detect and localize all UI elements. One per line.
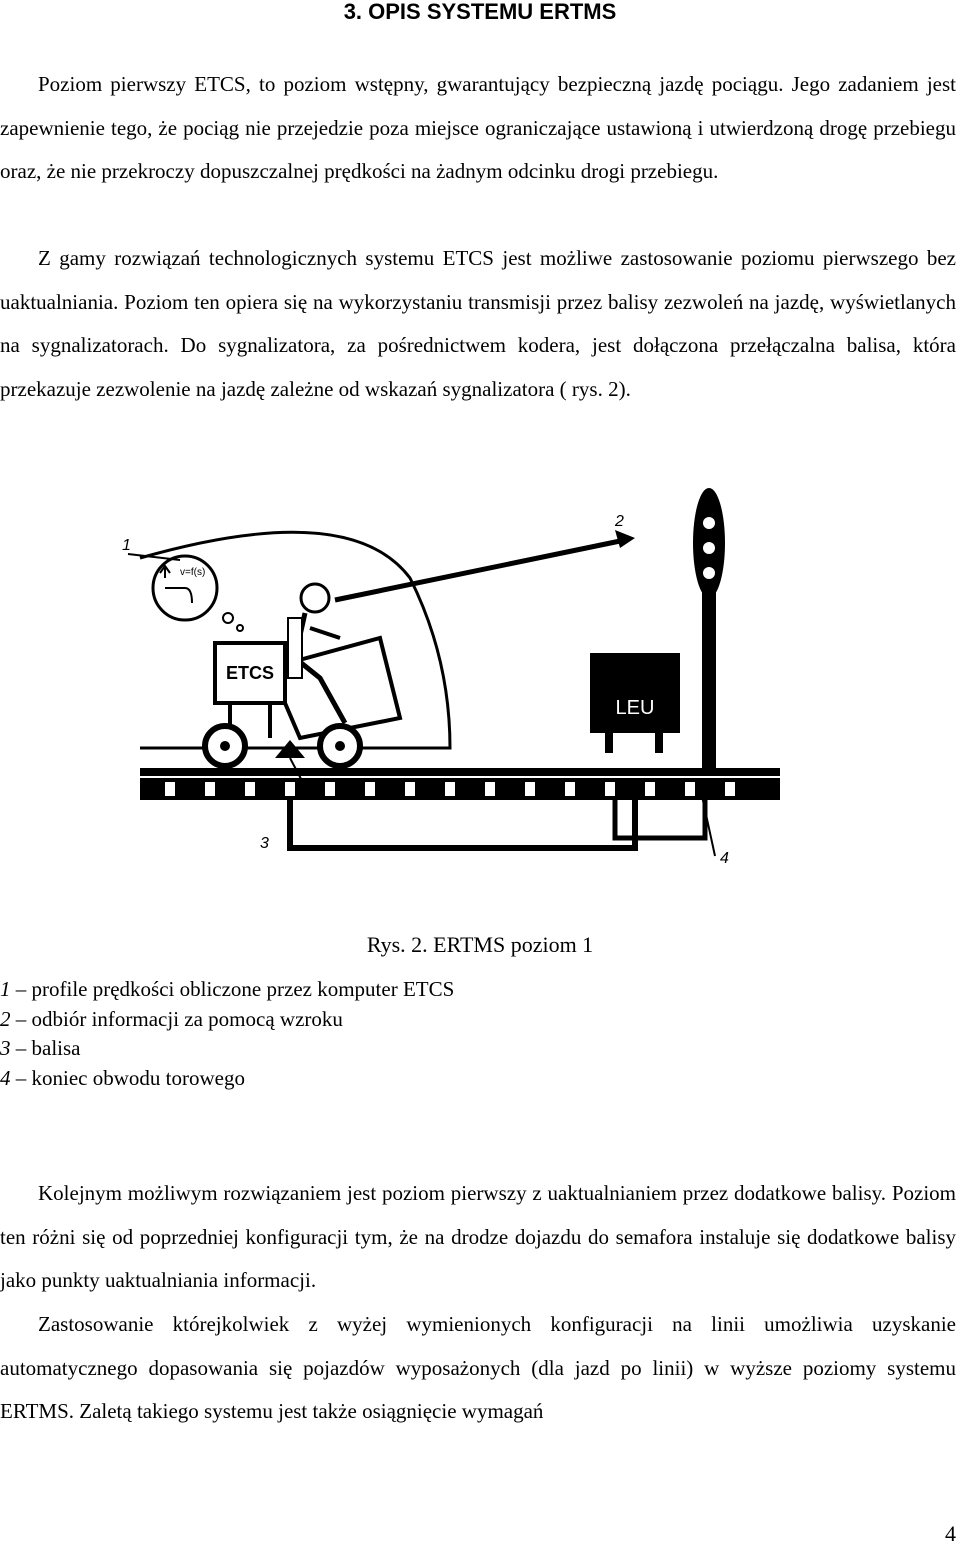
- leu-label: LEU: [615, 697, 655, 719]
- label-3: 3: [260, 835, 269, 852]
- label-2: 2: [615, 513, 624, 530]
- driver-seat: [288, 618, 302, 678]
- legend-num: 4: [0, 1065, 11, 1090]
- etcs-label: ETCS: [225, 663, 275, 683]
- sleepers: [140, 778, 780, 800]
- track-circuit-end: [615, 800, 705, 838]
- legend-text: – profile prędkości obliczone przez komputer ETCS: [10, 977, 455, 1001]
- label-4: 4: [720, 850, 729, 867]
- legend-item: [0, 975, 700, 1005]
- paragraph-1: Poziom pierwszy ETCS, to poziom wstępny, gwarantujący bezpieczną jazdę pociągu. Jego zadaniem jest zapewnienie tego, że pociąg nie przejedzie poza miejsce ograniczające ustawioną i utwierdzoną drogę przebiegu oraz, że nie przekroczy dopuszczalnej prędkości na żadnym odcinku drogi przebiegu.: [0, 72, 956, 184]
- formula-label: v=f(s): [180, 567, 206, 578]
- legend-text: – koniec obwodu torowego: [10, 1065, 245, 1090]
- legend-item: [0, 1034, 700, 1064]
- label-1: 1: [122, 537, 131, 554]
- ertms-level1-figure: [110, 478, 800, 888]
- paragraph-2: Z gamy rozwiązań technologicznych systemu ETCS jest możliwe zastosowanie poziomu pierwszego bez uaktualniania. Poziom ten opiera się na wykorzystaniu transmisji przez balisy zezwoleń na jazdę, wyświetlanych na sygnalizatorach. Do sygnalizatora, za pośrednictwem kodera, jest dołączona przełączalna balisa, która przekazuje zezwolenie na jazdę zależne od wskazań sygnalizatora ( rys. 2).: [0, 246, 956, 401]
- sight-arrow: [335, 540, 625, 600]
- leu-box: [590, 653, 680, 733]
- paragraph-4: Zastosowanie którejkolwiek z wyżej wymienionych konfiguracji na linii umożliwia uzyskanie automatycznego dopasowania się pojazdów wyposażonych (dla jazd po linii) w wyższe poziomy systemu ERTMS. Zaletą takiego systemu jest także osiągnięcie wymagań: [0, 1312, 956, 1424]
- ertms-diagram: [110, 478, 800, 888]
- legend-item: [0, 1064, 700, 1094]
- legend-num: 2: [0, 1006, 11, 1031]
- signal-post: [702, 588, 716, 768]
- track-circuit-wire: [290, 800, 635, 848]
- legend-num: 1: [0, 977, 11, 1001]
- figure-legend: [0, 975, 700, 1093]
- rail: [140, 768, 780, 776]
- legend-item: [0, 1005, 700, 1035]
- legend-num: 3: [0, 1036, 11, 1060]
- paragraph-3: Kolejnym możliwym rozwiązaniem jest poziom pierwszy z uaktualnianiem przez dodatkowe balisy. Poziom ten różni się od poprzedniej konfiguracji tym, że na drodze dojazdu do semafora instaluje się dodatkowe balisy jako punkty uaktualniania informacji.: [0, 1181, 956, 1293]
- legend-text: – odbiór informacji za pomocą wzroku: [10, 1006, 343, 1031]
- page-number: 4: [945, 1521, 956, 1546]
- driver-head: [301, 584, 329, 612]
- figure-caption: Rys. 2. ERTMS poziom 1: [366, 932, 594, 957]
- legend-text: – balisa: [10, 1036, 81, 1060]
- section-heading: 3. OPIS SYSTEMU ERTMS: [343, 0, 617, 24]
